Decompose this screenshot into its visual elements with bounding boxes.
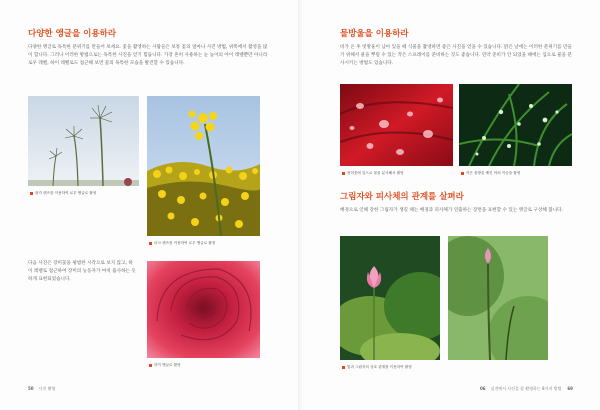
caption-text: 하이 앵글로 촬영 [154, 363, 181, 367]
body-text: 비가 온 후 빗방울이 남아 있을 때 식물을 촬영하면 좋은 사진을 얻을 수 있습니다. 맑은 날에는 이러한 분위기를 만들기 위해서 물을 뿌릴 수 있는 작은 스프레이를 준비하는 것도 좋습니다. 연약 준비가 안 되었을 때에는 입으로 물을 분사시키는 방법도 있습니다. [340, 45, 572, 67]
caption-bullet-icon [342, 172, 345, 175]
right-page [302, 0, 600, 410]
photo-low-angle [28, 96, 139, 186]
section-heading: 그림자와 피사체의 관계를 살펴라 [340, 192, 464, 202]
section-heading: 다양한 앵글을 이용하라 [28, 29, 117, 39]
footer-label: 사진 촬영 [38, 386, 56, 391]
chapter-number: 06 [480, 386, 486, 391]
photo-lotus-leaves [340, 236, 440, 360]
dandelion-seedhead-image [28, 96, 139, 186]
caption-bullet-icon [149, 242, 152, 245]
photo-caption [342, 171, 404, 176]
caption-text: 마크 렌즈를 이용하여 로우 앵글로 촬영 [154, 241, 216, 245]
photo-caption [30, 191, 96, 196]
photo-canola [147, 96, 260, 236]
caption-bullet-icon [149, 364, 152, 367]
body-text: 다양한 앵글로 독특한 분위기를 만들어 보세요. 꽃을 촬영하는 사람들은 보통 꽃의 얼마나 사진 방법, 위쪽에서 촬영을 많이 합니다. 그러나 이러한 방법으로는 독특한 사진을 얻기 힘듭니다. 가장 흔히 사용하는 눈 높이의 아이 레벨뿐만 아니라 로우 레벨, 하이 레벨로도 접근해 보면 꽃의 독특한 모습을 발견할 수 있습니다. [28, 45, 268, 67]
page-number: 50 [28, 386, 34, 391]
photo-dew-grass [459, 84, 572, 166]
footer-label: 실전에서 사진을 잘 촬영하는 8가지 방법 [490, 386, 562, 391]
photo-caption [149, 363, 181, 368]
caption-bullet-icon [30, 192, 33, 195]
caption-text: 장미꽃에 입으로 물을 분사해서 촬영 [347, 171, 404, 175]
caption-text: 작은 물방울 맺힌 야외 이슬을 촬영 [466, 171, 521, 175]
dew-grass-image [459, 84, 572, 166]
section-heading: 물방울을 이용하라 [340, 29, 409, 39]
page-number: 69 [567, 386, 573, 391]
photo-caption [342, 365, 412, 370]
photo-rose [147, 261, 260, 358]
photo-lotus-stem [448, 236, 548, 360]
photo-caption [149, 241, 215, 246]
body-text: 다음 사진은 장미꽃을 평범한 시각으로 보지 않고, 하이 레벨로 접근하여 장미의 능동자가 마치 흡사하는 듯하게 표현되었습니다. [28, 261, 136, 283]
photo-caption [461, 171, 520, 176]
lotus-stem-image [448, 236, 548, 360]
caption-bullet-icon [461, 172, 464, 175]
rose-image [147, 261, 260, 358]
lotus-bud-image [340, 236, 440, 360]
photo-petal-drops [340, 84, 453, 166]
page-footer [28, 386, 55, 392]
body-text: 배경으로 인해 강한 그림자가 생길 때는 배경과 피사체가 연출하는 장면을 표현할 수 있는 앵글로 구상해 봅니다. [340, 208, 564, 213]
caption-bullet-icon [342, 366, 345, 369]
caption-text: 빛과 그림자의 상호 관계를 이용하여 촬영 [347, 365, 412, 369]
page-footer [480, 386, 573, 392]
water-drops-petal-image [340, 84, 453, 166]
left-page [0, 0, 298, 410]
canola-flower-image [147, 96, 260, 236]
caption-text: 광각 렌즈를 이용하여 로우 앵글로 촬영 [35, 191, 97, 195]
